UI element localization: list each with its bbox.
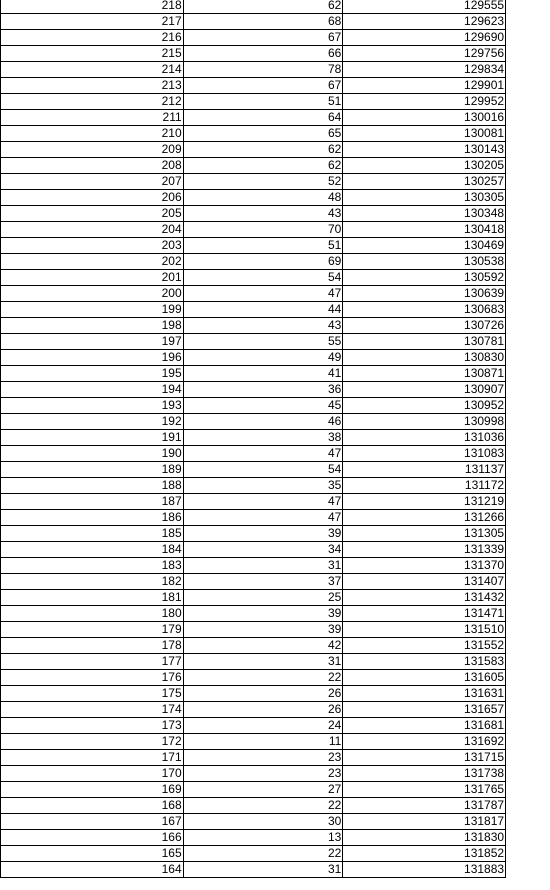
count-cell[interactable]: 26	[183, 686, 343, 702]
table-row	[1, 398, 550, 414]
rank-cell[interactable]: 185	[1, 526, 184, 542]
table-row	[1, 174, 550, 190]
empty-cell	[506, 366, 550, 382]
count-cell[interactable]: 45	[183, 398, 343, 414]
table-row	[1, 286, 550, 302]
rank-cell[interactable]: 199	[1, 302, 184, 318]
table-row	[1, 542, 550, 558]
empty-cell	[506, 782, 550, 798]
empty-cell	[506, 478, 550, 494]
empty-cell	[506, 590, 550, 606]
empty-cell	[506, 318, 550, 334]
empty-cell	[506, 334, 550, 350]
table-row	[1, 142, 550, 158]
rank-cell[interactable]: 196	[1, 350, 184, 366]
empty-cell	[506, 222, 550, 238]
cumulative-cell[interactable]: 130639	[343, 286, 506, 302]
count-cell[interactable]: 55	[183, 334, 343, 350]
count-cell[interactable]: 78	[183, 62, 343, 78]
rank-cell[interactable]: 204	[1, 222, 184, 238]
cumulative-cell[interactable]: 131172	[343, 478, 506, 494]
rank-cell[interactable]: 212	[1, 94, 184, 110]
rank-cell[interactable]: 172	[1, 734, 184, 750]
cumulative-cell[interactable]: 130538	[343, 254, 506, 270]
rank-cell[interactable]: 171	[1, 750, 184, 766]
empty-cell	[506, 606, 550, 622]
table-row	[1, 462, 550, 478]
rank-cell[interactable]: 184	[1, 542, 184, 558]
cumulative-cell[interactable]: 130348	[343, 206, 506, 222]
cumulative-cell[interactable]: 131471	[343, 606, 506, 622]
count-cell[interactable]: 22	[183, 798, 343, 814]
rank-cell[interactable]: 218	[1, 0, 184, 14]
cumulative-cell[interactable]: 129901	[343, 78, 506, 94]
count-cell[interactable]: 54	[183, 462, 343, 478]
empty-cell	[506, 414, 550, 430]
cumulative-cell[interactable]: 131219	[343, 494, 506, 510]
empty-cell	[506, 110, 550, 126]
count-cell[interactable]: 27	[183, 782, 343, 798]
table-row	[1, 798, 550, 814]
empty-cell	[506, 30, 550, 46]
count-cell[interactable]: 48	[183, 190, 343, 206]
table-row	[1, 846, 550, 862]
count-cell[interactable]: 47	[183, 510, 343, 526]
rank-cell[interactable]: 203	[1, 238, 184, 254]
count-cell[interactable]: 62	[183, 0, 343, 14]
rank-cell[interactable]: 215	[1, 46, 184, 62]
empty-cell	[506, 382, 550, 398]
table-row	[1, 718, 550, 734]
table-row	[1, 46, 550, 62]
cumulative-cell[interactable]: 131510	[343, 622, 506, 638]
rank-cell[interactable]: 177	[1, 654, 184, 670]
count-cell[interactable]: 66	[183, 46, 343, 62]
table-row	[1, 766, 550, 782]
table-row	[1, 622, 550, 638]
table-row	[1, 430, 550, 446]
count-cell[interactable]: 11	[183, 734, 343, 750]
cumulative-cell[interactable]: 129952	[343, 94, 506, 110]
empty-cell	[506, 78, 550, 94]
cumulative-cell[interactable]: 130830	[343, 350, 506, 366]
table-row	[1, 222, 550, 238]
cumulative-cell[interactable]: 129756	[343, 46, 506, 62]
cumulative-cell[interactable]: 130469	[343, 238, 506, 254]
empty-cell	[506, 0, 550, 14]
cumulative-cell[interactable]: 131432	[343, 590, 506, 606]
cumulative-cell[interactable]: 131681	[343, 718, 506, 734]
table-row	[1, 814, 550, 830]
empty-cell	[506, 718, 550, 734]
rank-cell[interactable]: 174	[1, 702, 184, 718]
table-row	[1, 574, 550, 590]
cumulative-cell[interactable]: 130257	[343, 174, 506, 190]
count-cell[interactable]: 34	[183, 542, 343, 558]
cumulative-cell[interactable]: 130726	[343, 318, 506, 334]
table-row	[1, 414, 550, 430]
table-row	[1, 318, 550, 334]
count-cell[interactable]: 41	[183, 366, 343, 382]
rank-cell[interactable]: 217	[1, 14, 184, 30]
empty-cell	[506, 798, 550, 814]
empty-cell	[506, 734, 550, 750]
cumulative-cell[interactable]: 131266	[343, 510, 506, 526]
table-body	[1, 0, 550, 878]
table-row	[1, 750, 550, 766]
rank-cell[interactable]: 207	[1, 174, 184, 190]
rank-cell[interactable]: 168	[1, 798, 184, 814]
rank-cell[interactable]: 202	[1, 254, 184, 270]
count-cell[interactable]: 52	[183, 174, 343, 190]
count-cell[interactable]: 65	[183, 126, 343, 142]
table-row	[1, 510, 550, 526]
cumulative-cell[interactable]: 130305	[343, 190, 506, 206]
table-row	[1, 238, 550, 254]
table-row	[1, 638, 550, 654]
count-cell[interactable]: 36	[183, 382, 343, 398]
table-row	[1, 734, 550, 750]
table-row	[1, 206, 550, 222]
cumulative-cell[interactable]: 131036	[343, 430, 506, 446]
count-cell[interactable]: 13	[183, 830, 343, 846]
count-cell[interactable]: 54	[183, 270, 343, 286]
empty-cell	[506, 686, 550, 702]
rank-cell[interactable]: 179	[1, 622, 184, 638]
count-cell[interactable]: 22	[183, 670, 343, 686]
cumulative-cell[interactable]: 131830	[343, 830, 506, 846]
empty-cell	[506, 830, 550, 846]
rank-cell[interactable]: 183	[1, 558, 184, 574]
rank-cell[interactable]: 188	[1, 478, 184, 494]
count-cell[interactable]: 47	[183, 286, 343, 302]
table-row	[1, 62, 550, 78]
table-row	[1, 334, 550, 350]
rank-cell[interactable]: 210	[1, 126, 184, 142]
count-cell[interactable]: 26	[183, 702, 343, 718]
cumulative-cell[interactable]: 130907	[343, 382, 506, 398]
empty-cell	[506, 350, 550, 366]
rank-cell[interactable]: 216	[1, 30, 184, 46]
rank-cell[interactable]: 205	[1, 206, 184, 222]
table-row	[1, 14, 550, 30]
cumulative-cell[interactable]: 130781	[343, 334, 506, 350]
table-row	[1, 606, 550, 622]
rank-cell[interactable]: 175	[1, 686, 184, 702]
rank-cell[interactable]: 173	[1, 718, 184, 734]
rank-cell[interactable]: 192	[1, 414, 184, 430]
table-row	[1, 126, 550, 142]
table-row	[1, 0, 550, 14]
count-cell[interactable]: 44	[183, 302, 343, 318]
cumulative-cell[interactable]: 131339	[343, 542, 506, 558]
empty-cell	[506, 622, 550, 638]
rank-cell[interactable]: 209	[1, 142, 184, 158]
table-row	[1, 830, 550, 846]
cumulative-cell[interactable]: 130871	[343, 366, 506, 382]
empty-cell	[506, 638, 550, 654]
table-row	[1, 446, 550, 462]
rank-cell[interactable]: 180	[1, 606, 184, 622]
cumulative-cell[interactable]: 131137	[343, 462, 506, 478]
empty-cell	[506, 46, 550, 62]
rank-cell[interactable]: 208	[1, 158, 184, 174]
table-row	[1, 158, 550, 174]
empty-cell	[506, 446, 550, 462]
count-cell[interactable]: 47	[183, 494, 343, 510]
table-row	[1, 94, 550, 110]
cumulative-cell[interactable]: 131370	[343, 558, 506, 574]
count-cell[interactable]: 46	[183, 414, 343, 430]
cumulative-cell[interactable]: 131605	[343, 670, 506, 686]
empty-cell	[506, 254, 550, 270]
table-row	[1, 382, 550, 398]
cumulative-cell[interactable]: 130683	[343, 302, 506, 318]
empty-cell	[506, 62, 550, 78]
cumulative-cell[interactable]: 130998	[343, 414, 506, 430]
count-cell[interactable]: 64	[183, 110, 343, 126]
rank-cell[interactable]: 201	[1, 270, 184, 286]
rank-cell[interactable]: 190	[1, 446, 184, 462]
empty-cell	[506, 526, 550, 542]
table-row	[1, 862, 550, 878]
rank-cell[interactable]: 194	[1, 382, 184, 398]
count-cell[interactable]: 67	[183, 30, 343, 46]
rank-cell[interactable]: 200	[1, 286, 184, 302]
empty-cell	[506, 494, 550, 510]
rank-cell[interactable]: 195	[1, 366, 184, 382]
table-row	[1, 670, 550, 686]
table-row	[1, 782, 550, 798]
empty-cell	[506, 94, 550, 110]
cumulative-cell[interactable]: 130016	[343, 110, 506, 126]
empty-cell	[506, 670, 550, 686]
count-cell[interactable]: 62	[183, 142, 343, 158]
empty-cell	[506, 542, 550, 558]
table-row	[1, 30, 550, 46]
table-row	[1, 558, 550, 574]
count-cell[interactable]: 35	[183, 478, 343, 494]
table-row	[1, 110, 550, 126]
count-cell[interactable]: 43	[183, 206, 343, 222]
empty-cell	[506, 206, 550, 222]
empty-cell	[506, 558, 550, 574]
table-row	[1, 254, 550, 270]
empty-cell	[506, 430, 550, 446]
empty-cell	[506, 846, 550, 862]
count-cell[interactable]: 62	[183, 158, 343, 174]
count-cell[interactable]: 49	[183, 350, 343, 366]
empty-cell	[506, 750, 550, 766]
empty-cell	[506, 654, 550, 670]
rank-cell[interactable]: 166	[1, 830, 184, 846]
empty-cell	[506, 286, 550, 302]
rank-cell[interactable]: 211	[1, 110, 184, 126]
cumulative-cell[interactable]: 131305	[343, 526, 506, 542]
count-cell[interactable]: 25	[183, 590, 343, 606]
count-cell[interactable]: 47	[183, 446, 343, 462]
rank-cell[interactable]: 182	[1, 574, 184, 590]
empty-cell	[506, 174, 550, 190]
table-row	[1, 350, 550, 366]
count-cell[interactable]: 23	[183, 766, 343, 782]
rank-cell[interactable]: 189	[1, 462, 184, 478]
count-cell[interactable]: 37	[183, 574, 343, 590]
cumulative-cell[interactable]: 131407	[343, 574, 506, 590]
count-cell[interactable]: 42	[183, 638, 343, 654]
cumulative-cell[interactable]: 129623	[343, 14, 506, 30]
cumulative-cell[interactable]: 131692	[343, 734, 506, 750]
count-cell[interactable]: 68	[183, 14, 343, 30]
rank-cell[interactable]: 164	[1, 862, 184, 878]
count-cell[interactable]: 24	[183, 718, 343, 734]
count-cell[interactable]: 43	[183, 318, 343, 334]
cumulative-cell[interactable]: 131787	[343, 798, 506, 814]
cumulative-cell[interactable]: 130592	[343, 270, 506, 286]
count-cell[interactable]: 51	[183, 238, 343, 254]
empty-cell	[506, 142, 550, 158]
count-cell[interactable]: 51	[183, 94, 343, 110]
count-cell[interactable]: 23	[183, 750, 343, 766]
cumulative-cell[interactable]: 130205	[343, 158, 506, 174]
empty-cell	[506, 510, 550, 526]
table-row	[1, 478, 550, 494]
cumulative-cell[interactable]: 129690	[343, 30, 506, 46]
rank-cell[interactable]: 167	[1, 814, 184, 830]
rank-cell[interactable]: 187	[1, 494, 184, 510]
table-row	[1, 526, 550, 542]
cumulative-cell[interactable]: 131738	[343, 766, 506, 782]
cumulative-cell[interactable]: 129834	[343, 62, 506, 78]
count-cell[interactable]: 39	[183, 526, 343, 542]
rank-cell[interactable]: 181	[1, 590, 184, 606]
empty-cell	[506, 190, 550, 206]
cumulative-cell[interactable]: 129555	[343, 0, 506, 14]
empty-cell	[506, 766, 550, 782]
count-cell[interactable]: 31	[183, 654, 343, 670]
count-cell[interactable]: 22	[183, 846, 343, 862]
empty-cell	[506, 702, 550, 718]
count-cell[interactable]: 69	[183, 254, 343, 270]
cumulative-cell[interactable]: 131552	[343, 638, 506, 654]
cumulative-cell[interactable]: 131715	[343, 750, 506, 766]
rank-cell[interactable]: 165	[1, 846, 184, 862]
rank-cell[interactable]: 193	[1, 398, 184, 414]
table-row	[1, 366, 550, 382]
cumulative-cell[interactable]: 130143	[343, 142, 506, 158]
empty-cell	[506, 302, 550, 318]
count-cell[interactable]: 31	[183, 862, 343, 878]
cumulative-cell[interactable]: 130418	[343, 222, 506, 238]
table-row	[1, 590, 550, 606]
empty-cell	[506, 126, 550, 142]
rank-cell[interactable]: 191	[1, 430, 184, 446]
cumulative-cell[interactable]: 130952	[343, 398, 506, 414]
table-row	[1, 702, 550, 718]
cumulative-cell[interactable]: 131631	[343, 686, 506, 702]
rank-cell[interactable]: 213	[1, 78, 184, 94]
empty-cell	[506, 462, 550, 478]
count-cell[interactable]: 39	[183, 622, 343, 638]
table-row	[1, 654, 550, 670]
cumulative-cell[interactable]: 131657	[343, 702, 506, 718]
rank-cell[interactable]: 186	[1, 510, 184, 526]
cumulative-cell[interactable]: 131583	[343, 654, 506, 670]
rank-cell[interactable]: 169	[1, 782, 184, 798]
table-row	[1, 494, 550, 510]
cumulative-cell[interactable]: 131083	[343, 446, 506, 462]
empty-cell	[506, 862, 550, 878]
empty-cell	[506, 574, 550, 590]
rank-cell[interactable]: 197	[1, 334, 184, 350]
rank-cell[interactable]: 198	[1, 318, 184, 334]
cumulative-cell[interactable]: 131883	[343, 862, 506, 878]
rank-cell[interactable]: 170	[1, 766, 184, 782]
count-cell[interactable]: 39	[183, 606, 343, 622]
count-cell[interactable]: 31	[183, 558, 343, 574]
cumulative-cell[interactable]: 130081	[343, 126, 506, 142]
count-cell[interactable]: 38	[183, 430, 343, 446]
empty-cell	[506, 814, 550, 830]
empty-cell	[506, 270, 550, 286]
rank-cell[interactable]: 178	[1, 638, 184, 654]
count-cell[interactable]: 70	[183, 222, 343, 238]
cumulative-cell[interactable]: 131765	[343, 782, 506, 798]
cumulative-cell[interactable]: 131852	[343, 846, 506, 862]
empty-cell	[506, 158, 550, 174]
empty-cell	[506, 238, 550, 254]
empty-cell	[506, 14, 550, 30]
table-row	[1, 686, 550, 702]
table-row	[1, 302, 550, 318]
table-row	[1, 190, 550, 206]
rank-cell[interactable]: 214	[1, 62, 184, 78]
rank-cell[interactable]: 206	[1, 190, 184, 206]
table-row	[1, 78, 550, 94]
count-cell[interactable]: 67	[183, 78, 343, 94]
cumulative-cell[interactable]: 131817	[343, 814, 506, 830]
empty-cell	[506, 398, 550, 414]
table-row	[1, 270, 550, 286]
rank-cell[interactable]: 176	[1, 670, 184, 686]
count-cell[interactable]: 30	[183, 814, 343, 830]
